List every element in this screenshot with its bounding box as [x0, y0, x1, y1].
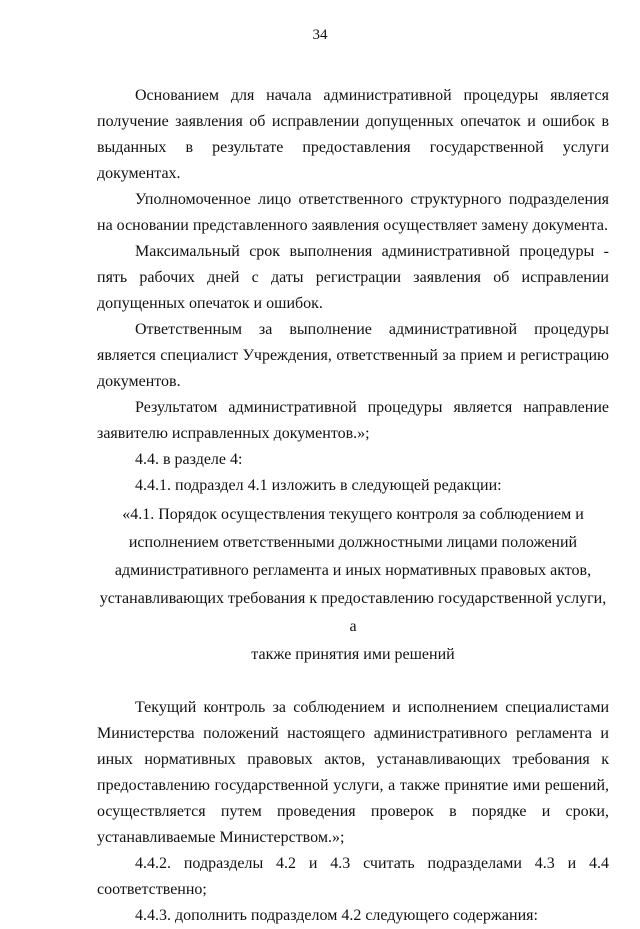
heading-line: также принятия ими решений: [251, 646, 455, 663]
page-number: 34: [312, 27, 328, 43]
paragraph-current-control: Текущий контроль за соблюдением и исполнением специалистами Министерства положений настоящего административного регламента и иных нормативных правовых актов, устанавливающих требования к предоставлению государственной услуги, а также принятие ими решений, осуществляется путем проведения проверок в порядке и сроки, устанавливаемые Министерством.»;: [97, 699, 609, 846]
heading-line: «4.1. Порядок осуществления текущего контроля за соблюдением и: [122, 506, 584, 523]
paragraph-authorized-person: Уполномоченное лицо ответственного структурного подразделения на основании представленного заявления осуществляет замену документа.: [97, 191, 609, 234]
paragraph-section-4-4: 4.4. в разделе 4:: [135, 451, 243, 468]
paragraph-section-4-4-1: 4.4.1. подраздел 4.1 изложить в следующей редакции:: [135, 477, 502, 494]
spacer: [97, 669, 609, 695]
paragraph-max-term: Максимальный срок выполнения административной процедуры - пять рабочих дней с даты регистрации заявления об исправлении допущенных опечаток и ошибок.: [97, 243, 609, 312]
paragraph-section-4-4-2: 4.4.2. подразделы 4.2 и 4.3 считать подразделами 4.3 и 4.4 соответственно;: [97, 855, 609, 898]
heading-line: исполнением ответственными должностными лицами положений: [128, 534, 578, 551]
paragraph-result: Результатом административной процедуры является направление заявителю исправленных документов.»;: [97, 399, 609, 442]
heading-line: административного регламента и иных нормативных правовых актов,: [114, 562, 592, 579]
subsection-heading: [97, 501, 609, 669]
document-body: [97, 83, 609, 929]
heading-line: устанавливающих требования к предоставлению государственной услуги, а: [99, 590, 607, 635]
paragraph-section-4-4-3: 4.4.3. дополнить подразделом 4.2 следующего содержания:: [135, 907, 538, 924]
paragraph-basis: Основанием для начала административной процедуры является получение заявления об исправлении допущенных опечаток и ошибок в выданных в результате предоставления государственной услуги документах.: [97, 87, 609, 182]
paragraph-responsible: Ответственным за выполнение административной процедуры является специалист Учреждения, ответственный за прием и регистрацию документов.: [97, 321, 609, 390]
